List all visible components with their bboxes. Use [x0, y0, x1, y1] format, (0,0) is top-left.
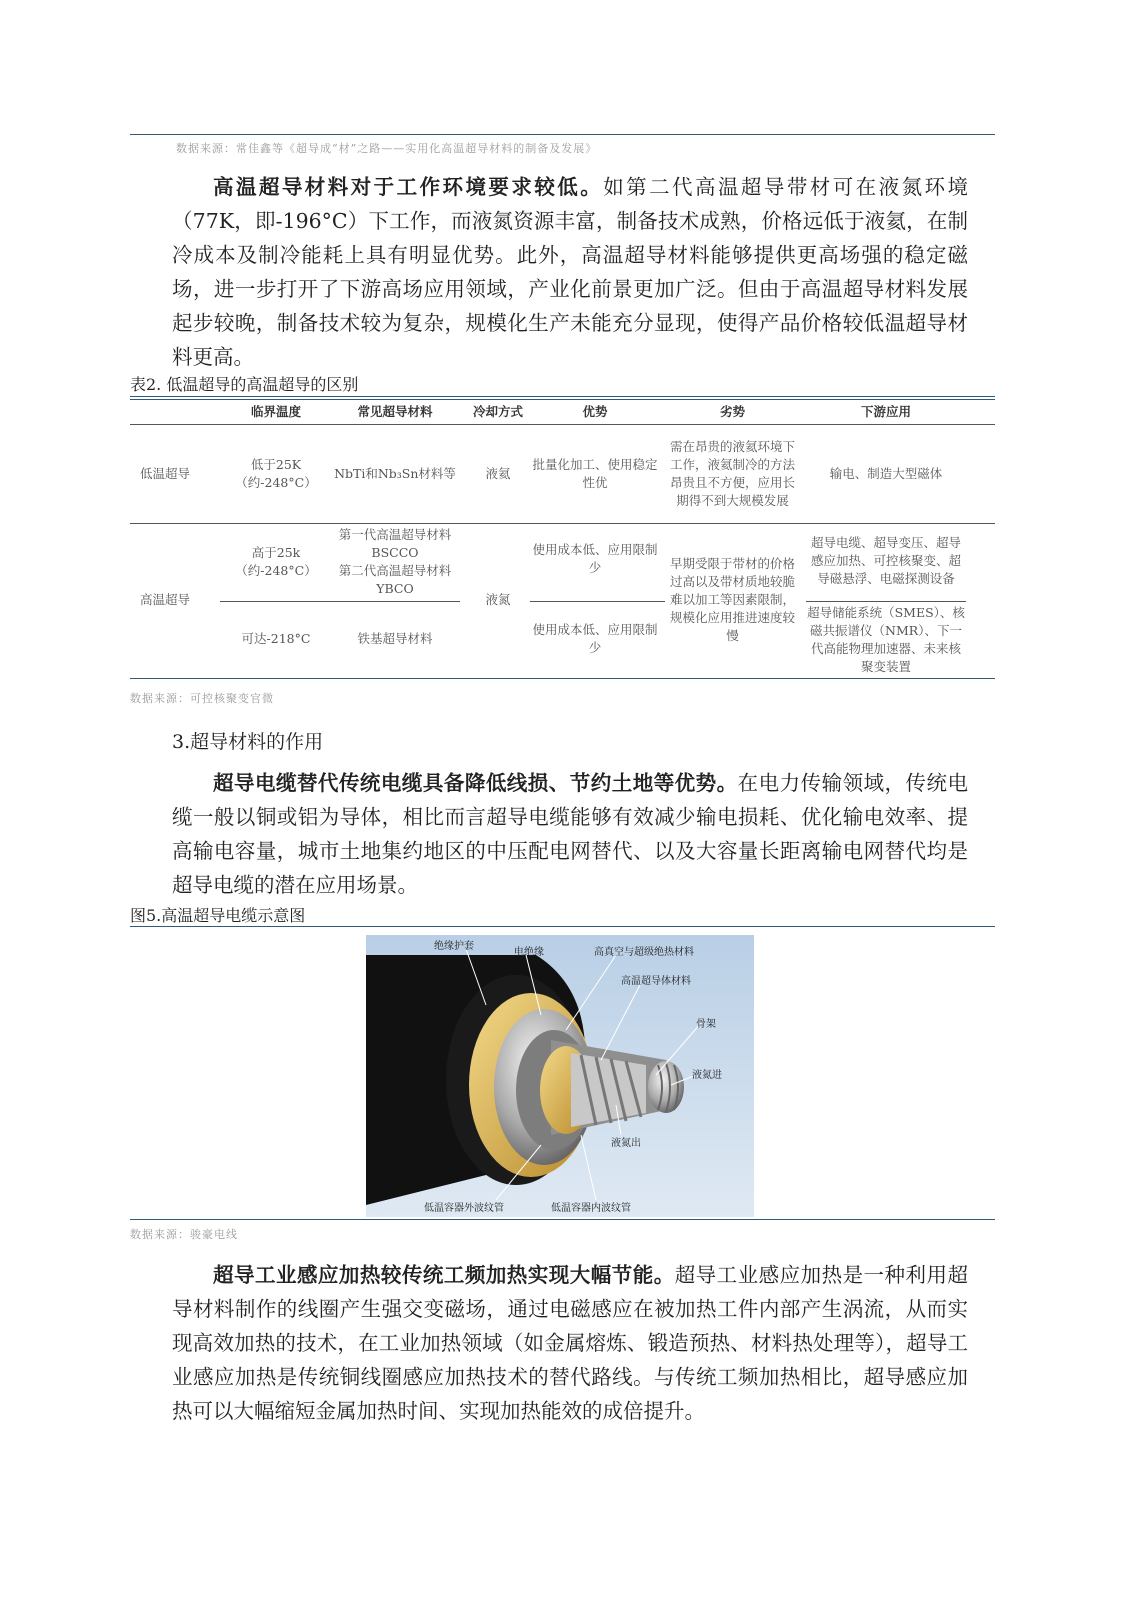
paragraph-low-requirement — [172, 170, 968, 374]
high1-material-line1: 第一代高温超导材料 — [338, 527, 452, 542]
row-high2-advantage — [530, 604, 660, 674]
row-high1-advantage — [530, 526, 660, 592]
row-low-advantage-text: 批量化加工、使用稳定性优 — [532, 457, 658, 490]
table-bottom-rule — [130, 678, 995, 679]
label-ln2-in: 液氮进 — [692, 1070, 722, 1081]
figure-caption: 图5.高温超导电缆示意图 — [130, 906, 306, 925]
header-bottom-rule — [130, 424, 995, 425]
row-high-type: 高温超导 — [139, 592, 190, 607]
label-ln2-out: 液氮出 — [611, 1138, 641, 1149]
table-source-note: 数据来源：可控核聚变官微 — [130, 692, 274, 705]
row-low-downstream: 输电、制造大型磁体 — [829, 466, 943, 481]
paragraph-cable-advantage — [172, 766, 968, 902]
high-subrow-rule-c — [806, 601, 966, 602]
label-electrical-insulation: 电绝缘 — [514, 947, 544, 958]
row-high1-downstream-text: 超导电缆、超导变压、超导感应加热、可控核聚变、超导磁悬浮、电磁探测设备 — [810, 535, 961, 586]
top-source-note: 数据来源：常佳鑫等《超导成“材”之路——实用化高温超导材料的制备及发展》 — [176, 142, 598, 155]
row-high-cooling: 液氮 — [485, 592, 511, 607]
row-low-disadvantage-text: 需在昂贵的液氦环境下工作，液氦制冷的方法昂贵且不方便，应用长期得不到大规模发展 — [669, 439, 795, 508]
header-advantage: 优势 — [582, 404, 608, 419]
row-high1-material — [330, 524, 460, 600]
header-materials: 常见超导材料 — [357, 404, 433, 419]
comparison-table — [130, 404, 995, 678]
label-vacuum-insulation: 高真空与超级绝热材料 — [594, 947, 694, 958]
para2-bold-lead: 超导电缆替代传统电缆具备降低线损、节约土地等优势。 — [213, 771, 738, 795]
section-3-heading: 3.超导材料的作用 — [172, 731, 324, 753]
para3-bold-lead: 超导工业感应加热较传统工频加热实现大幅节能。 — [213, 1263, 675, 1287]
table-top-rule — [130, 396, 995, 397]
row-low-advantage — [530, 428, 660, 520]
row-high1-downstream — [806, 524, 966, 598]
header-critical-temp: 临界温度 — [250, 404, 301, 419]
row-high-disadvantage — [665, 526, 800, 674]
header-downstream: 下游应用 — [860, 404, 911, 419]
figure-source-note: 数据来源：骏豪电线 — [130, 1228, 238, 1241]
para1-bold-lead: 高温超导材料对于工作环境要求较低。 — [213, 175, 604, 199]
high-subrow-rule-a — [220, 601, 460, 602]
label-inner-corrugated: 低温容器内波纹管 — [551, 1203, 631, 1214]
row-low-cooling: 液氦 — [485, 466, 511, 481]
top-rule — [130, 134, 995, 135]
row-low-material — [330, 428, 460, 520]
para3-text: 超导工业感应加热是一种利用超导材料制作的线圈产生强交变磁场，通过电磁感应在被加热工件内部产生涡流，从而实现高效加热的技术，在工业加热领域（如金属熔炼、锻造预热、材料热处理等），超导工业感应加热是传统铜线圈感应加热技术的替代路线。与传统工频加热相比，超导感应加热可以大幅缩短金属加热时间、实现加热能效的成倍提升。 — [172, 1263, 969, 1423]
para2-text: 在电力传输领域，传统电缆一般以铜或铝为导体，相比而言超导电缆能够有效减少输电损耗、优化输电效率、提高输电容量，城市土地集约地区的中压配电网替代、以及大容量长距离输电网替代均是超导电缆的潜在应用场景。 — [172, 771, 969, 897]
header-disadvantage: 劣势 — [719, 404, 745, 419]
row-high2-downstream — [806, 604, 966, 676]
superconducting-cable-diagram — [366, 935, 754, 1217]
row-low-temp — [218, 428, 334, 520]
row-low-type: 低温超导 — [139, 466, 190, 481]
high1-material-line4: YBCO — [376, 581, 414, 596]
para1-text: 如第二代高温超导带材可在液氮环境（77K，即-196°C）下工作，而液氮资源丰富，制备技术成熟，价格远低于液氦，在制冷成本及制冷能耗上具有明显优势。此外，高温超导材料能够提供更高场强的稳定磁场，进一步打开了下游高场应用领域，产业化前景更加广泛。但由于高温超导材料发展起步较晚，制备技术较为复杂，规模化生产未能充分显现，使得产品价格较低温超导材料更高。 — [172, 175, 968, 369]
label-former: 骨架 — [696, 1019, 716, 1030]
figure-bottom-rule — [130, 1219, 995, 1220]
row-high2-temp: 可达-218°C — [241, 631, 311, 646]
high1-material-line2: BSCCO — [371, 545, 419, 560]
figure-top-rule — [130, 926, 995, 927]
row-high1-temp — [218, 526, 334, 598]
high-subrow-rule-b — [530, 601, 665, 602]
header-cooling: 冷却方式 — [472, 404, 523, 419]
row-high-disadvantage-text: 早期受限于带材的价格过高以及带材质地较脆难以加工等因素限制，规模化应用推进速度较慢 — [669, 556, 795, 643]
label-outer-corrugated: 低温容器外波纹管 — [424, 1203, 504, 1214]
high1-material-line3: 第二代高温超导材料 — [338, 563, 452, 578]
table-caption: 表2. 低温超导的高温超导的区别 — [130, 375, 359, 394]
label-insulation-jacket: 绝缘护套 — [434, 941, 474, 952]
row-low-temp-text: 低于25K（约-248°C） — [235, 457, 317, 490]
row-high1-temp-text: 高于25k（约-248°C） — [235, 545, 317, 578]
row-high1-advantage-text: 使用成本低、应用限制少 — [532, 542, 658, 575]
label-hts-material: 高温超导体材料 — [621, 976, 691, 987]
row-high2-downstream-text: 超导储能系统（SMES）、核磁共振谱仪（NMR）、下一代高能物理加速器、未来核聚变装置 — [807, 605, 965, 674]
paragraph-induction-heating — [172, 1258, 968, 1428]
row-low-disadvantage — [665, 426, 800, 522]
row-low-material-text: NbTi和Nb₃Sn材料等 — [334, 466, 456, 481]
row-high2-advantage-text: 使用成本低、应用限制少 — [532, 622, 658, 655]
row-high2-material: 铁基超导材料 — [357, 631, 433, 646]
